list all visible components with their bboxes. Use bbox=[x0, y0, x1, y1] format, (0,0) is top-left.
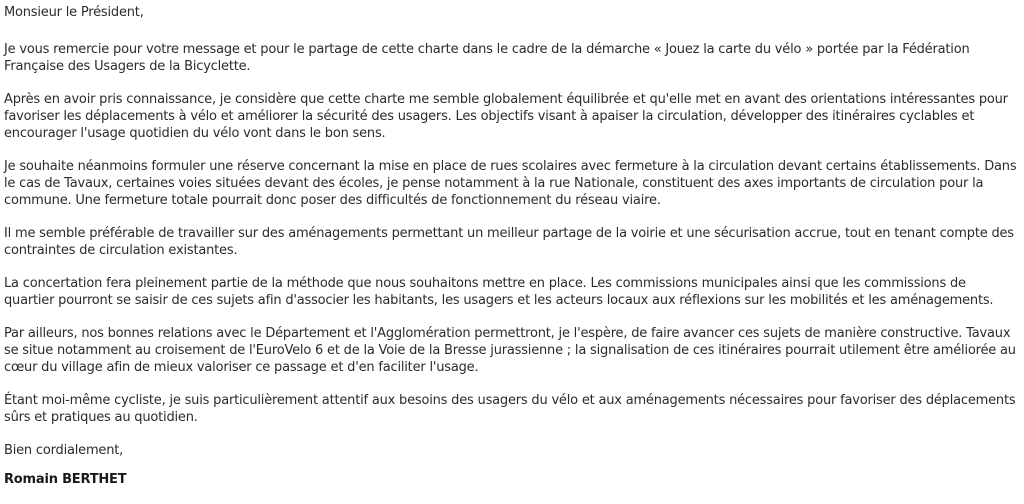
paragraph-reservation: Je souhaite néanmoins formuler une réserve concernant la mise en place de rues scolaires avec fermeture à la circulation devant certains établissements. Dans le cas de Tavaux, certaines voies situées devant des écoles, je pense notamment à la rue Nationale, constituent des axes importants de circulation pour la commune. Une fermeture totale pourrait donc poser des difficultés de fonctionnement du réseau viaire. bbox=[4, 159, 1017, 208]
paragraph-thanks: Je vous remercie pour votre message et pour le partage de cette charte dans le cadre de la démarche « Jouez la carte du vélo » portée par la Fédération Française des Usagers de la Bicyclette. bbox=[4, 42, 970, 74]
salutation: Monsieur le Président, bbox=[4, 5, 144, 20]
paragraph-partners: Par ailleurs, nos bonnes relations avec le Département et l'Agglomération permettront, je l'espère, de faire avancer ces sujets de manière constructive. Tavaux se situe notamment au croisement de l'EuroVelo 6 et de la Voie de la Bresse jurassienne ; la signalisation de ces itinéraires pourrait utilement être améliorée au cœur du village afin de mieux valoriser ce passage et d'en faciliter l'usage. bbox=[4, 326, 1016, 375]
paragraph-personal: Étant moi-même cycliste, je suis particulièrement attentif aux besoins des usagers du vélo et aux aménagements nécessaires pour favoriser des déplacements sûrs et pratiques au quotidien. bbox=[4, 393, 1016, 425]
closing-line: Bien cordialement, bbox=[4, 443, 124, 458]
paragraph-consultation: La concertation fera pleinement partie de la méthode que nous souhaitons mettre en place. Les commissions municipales ainsi que les commissions de quartier pourront se saisir de ces sujets afin d'associer les habitants, les usagers et les acteurs locaux aux réflexions sur les mobilités et les aménagements. bbox=[4, 276, 994, 308]
paragraph-alternative: Il me semble préférable de travailler sur des aménagements permettant un meilleur partage de la voirie et une sécurisation accrue, tout en tenant compte des contraintes de circulation existantes. bbox=[4, 226, 1014, 258]
signature: Romain BERTHET bbox=[4, 472, 127, 487]
paragraph-assessment: Après en avoir pris connaissance, je considère que cette charte me semble globalement équilibrée et qu'elle met en avant des orientations intéressantes pour favoriser les déplacements à vélo et améliorer la sécurité des usagers. Les objectifs visant à apaiser la circulation, développer des itinéraires cyclables et encourager l'usage quotidien du vélo vont dans le bon sens. bbox=[4, 92, 1008, 141]
